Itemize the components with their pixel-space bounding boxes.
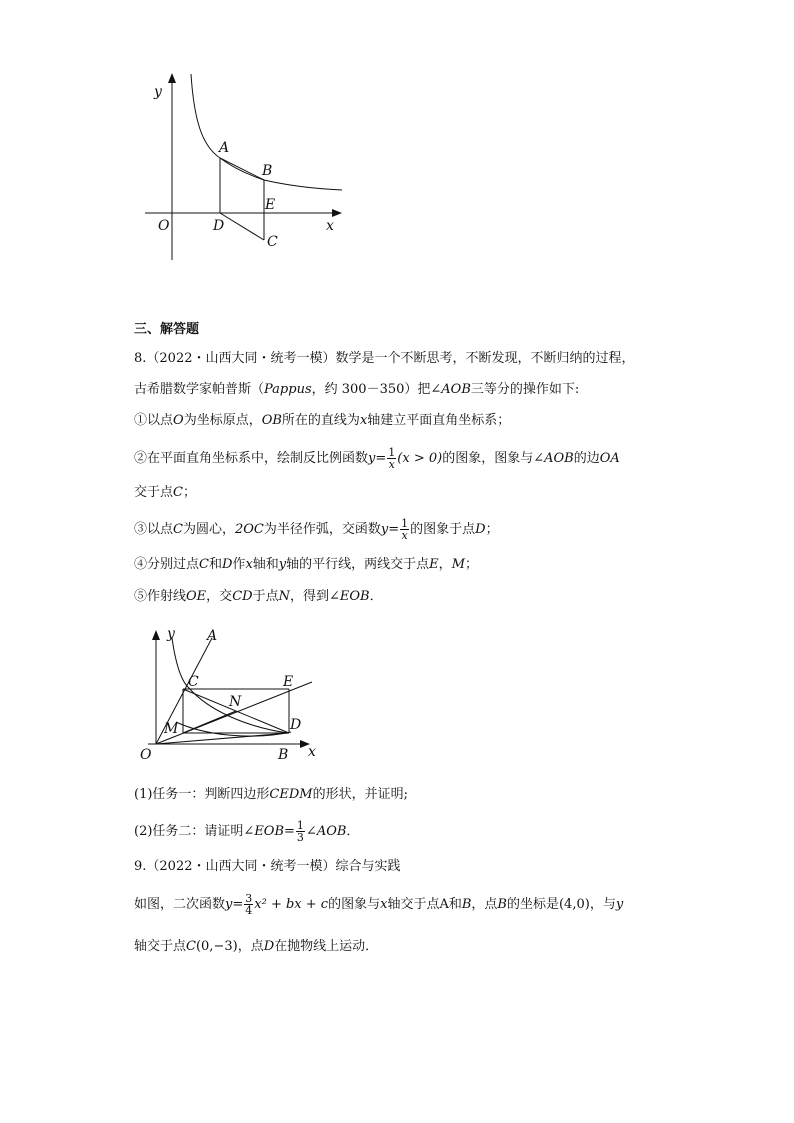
fraction-one-over-x: $\frac{1}{x}$ [401, 517, 409, 542]
label-C: C [267, 234, 278, 250]
q8-task1: (1)任务一：判断四边形CEDM的形状，并证明; [134, 787, 408, 802]
label-B: B [262, 163, 273, 179]
label-y: y [154, 84, 162, 100]
fraction-one-over-x: $\frac{1}{x}$ [388, 446, 396, 471]
label-x: x [326, 218, 334, 234]
label-D: D [290, 717, 302, 733]
figure-hyperbola-quadrilateral [130, 70, 360, 270]
label-E: E [283, 674, 294, 690]
x-axis-arrow [332, 209, 342, 217]
q8-step2: ②在平面直角坐标系中，绘制反比例函数y= $\frac{1}{x}$ (x > 0)的图象，图象与∠AOB的边OA [134, 446, 620, 471]
label-B: B [278, 747, 289, 763]
label-M: M [164, 721, 179, 737]
label-A: A [219, 140, 230, 156]
q8-line1: 8.（2022・山西大同・统考一模）数学是一个不断思考，不断发现，不断归纳的过程， [134, 351, 635, 366]
label-A: A [207, 628, 218, 644]
label-C: C [188, 674, 199, 690]
label-E: E [265, 197, 276, 213]
fraction-three-quarters: $\frac{3}{4}$ [245, 892, 253, 917]
q8-task2: (2)任务二：请证明∠EOB= $\frac{1}{3}$ ∠AOB． [134, 819, 360, 844]
section-title: 三、解答题 [134, 322, 200, 337]
label-O: O [140, 747, 152, 763]
q8-step3: ③以点C为圆心，2OC为半径作弧，交函数y= $\frac{1}{x}$ 的图象于点D； [134, 517, 499, 542]
q8-step5: ⑤作射线OE，交CD于点N，得到∠EOB． [134, 589, 383, 604]
label-y: y [167, 626, 175, 642]
segment-AB [220, 158, 264, 180]
q8-line2: 古希腊数学家帕普斯（Pappus，约 300－350）把∠AOB三等分的操作如下: [134, 382, 580, 397]
q9-line1: 9.（2022・山西大同・统考一模）综合与实践 [134, 859, 401, 874]
label-N: N [229, 694, 242, 710]
y-axis-arrow [168, 73, 176, 83]
segment-DC [220, 213, 264, 240]
q8-step1: ①以点O为坐标原点，OB所在的直线为x轴建立平面直角坐标系； [134, 413, 511, 428]
q8-step4: ④分别过点C和D作x轴和y轴的平行线，两线交于点E，M； [134, 557, 479, 572]
q9-line2: 如图，二次函数y= $\frac{3}{4}$ x² + bx + c的图象与x轴交于点A和B，点B的坐标是(4,0)，与y [134, 892, 624, 917]
label-D: D [213, 218, 225, 234]
y-axis-arrow [152, 630, 160, 640]
label-O: O [158, 218, 170, 234]
q8-step2-cont: 交于点C； [134, 485, 196, 500]
figure-angle-trisection [136, 622, 326, 767]
q9-line3: 轴交于点C(0,−3)，点D在抛物线上运动． [134, 939, 379, 954]
fraction-one-third: $\frac{1}{3}$ [296, 819, 304, 844]
label-x: x [308, 744, 316, 760]
